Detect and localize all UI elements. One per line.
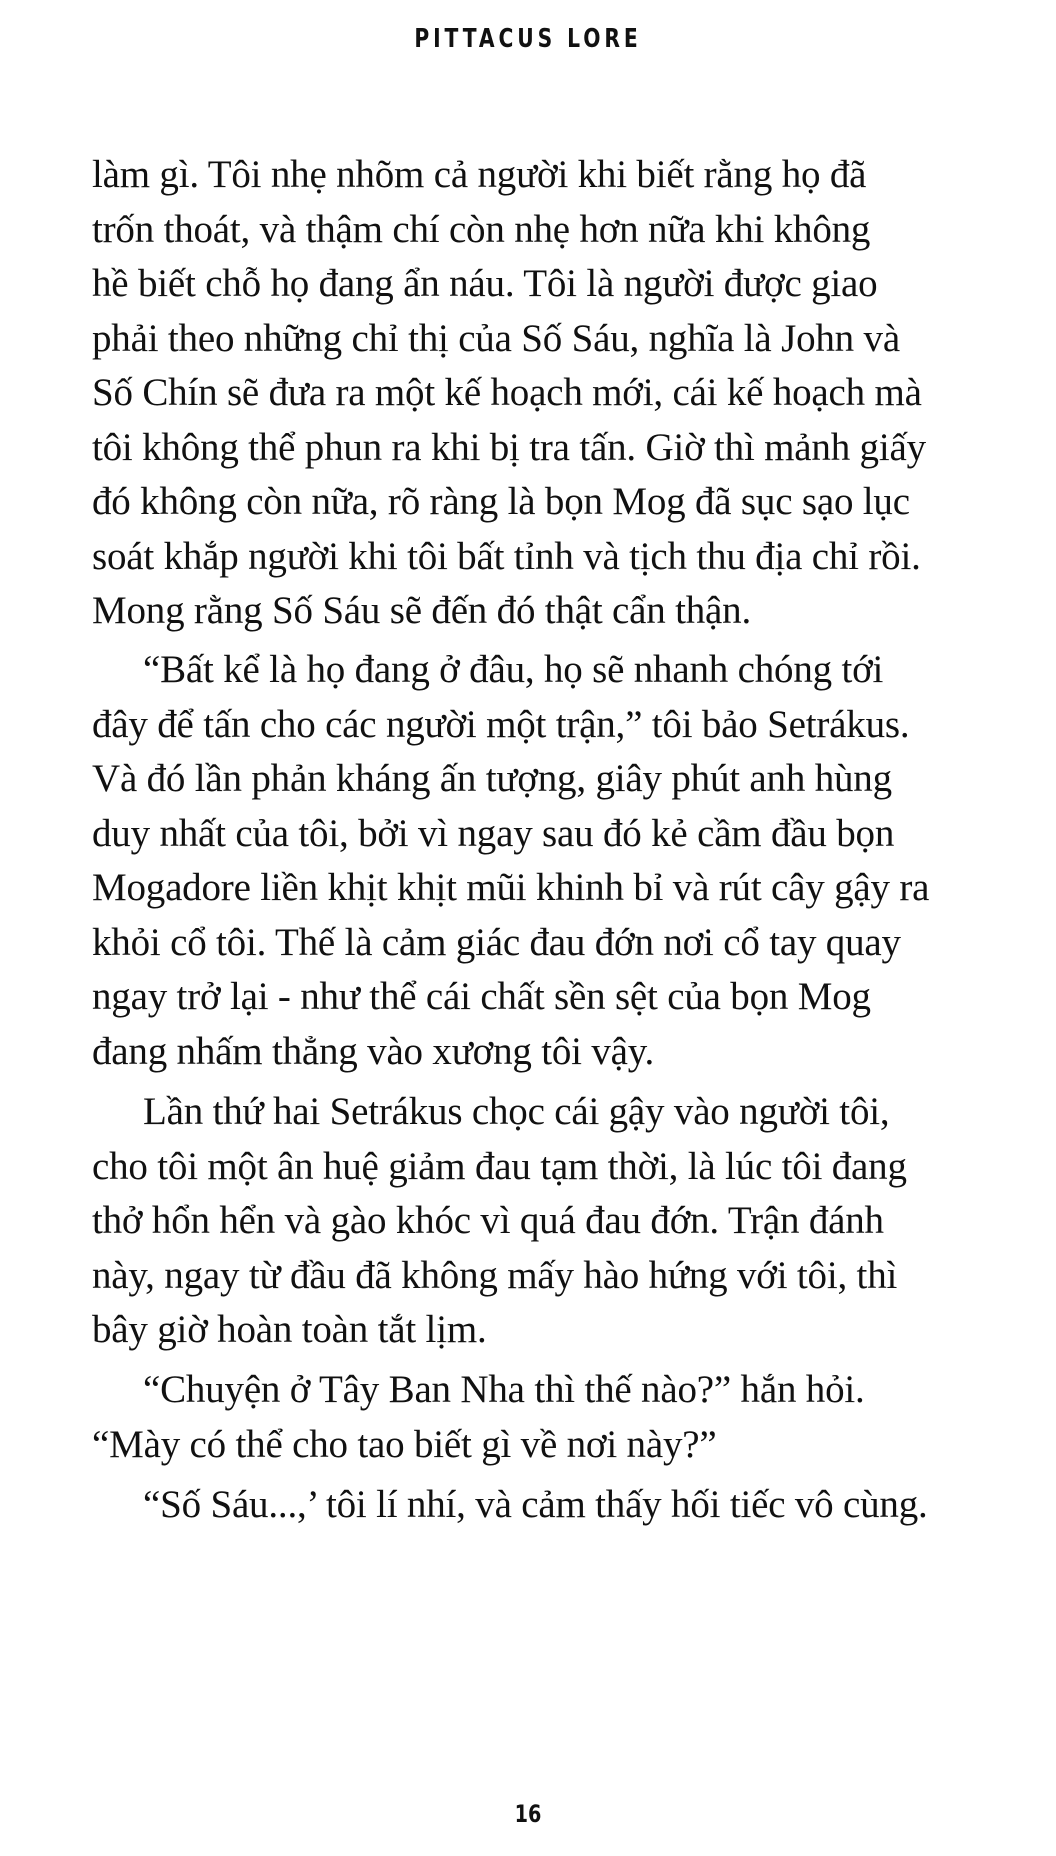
- text-line: đây để tấn cho các người một trận,” tôi bảo Setrákus.: [92, 703, 910, 746]
- text-line: bây giờ hoàn toàn tắt lịm.: [92, 1308, 487, 1351]
- paragraph-start-line: “Bất kể là họ đang ở đâu, họ sẽ nhanh chóng tới: [143, 648, 884, 691]
- text-line: duy nhất của tôi, bởi vì ngay sau đó kẻ cầm đầu bọn: [92, 812, 895, 855]
- text-line: đang nhấm thẳng vào xương tôi vậy.: [92, 1030, 655, 1073]
- text-line: “Mày có thể cho tao biết gì về nơi này?”: [92, 1423, 717, 1466]
- running-head-author: PITTACUS LORE: [414, 24, 642, 54]
- text-line: soát khắp người khi tôi bất tỉnh và tịch thu địa chỉ rồi.: [92, 535, 921, 578]
- text-line: khỏi cổ tôi. Thế là cảm giác đau đớn nơi cổ tay quay: [92, 921, 901, 964]
- text-line: Mogadore liền khịt khịt mũi khinh bỉ và rút cây gậy ra: [92, 866, 930, 909]
- paragraph-start-line: Lần thứ hai Setrákus chọc cái gậy vào người tôi,: [143, 1090, 890, 1133]
- text-line: tôi không thể phun ra khi bị tra tấn. Giờ thì mảnh giấy: [92, 426, 926, 469]
- text-line: làm gì. Tôi nhẹ nhõm cả người khi biết rằng họ đã: [92, 153, 867, 196]
- text-line: này, ngay từ đầu đã không mấy hào hứng với tôi, thì: [92, 1254, 898, 1297]
- paragraph-start-line: “Số Sáu...,’ tôi lí nhí, và cảm thấy hối tiếc vô cùng.: [143, 1483, 928, 1526]
- text-line: Mong rằng Số Sáu sẽ đến đó thật cẩn thận.: [92, 589, 752, 632]
- text-line: Số Chín sẽ đưa ra một kế hoạch mới, cái kế hoạch mà: [92, 371, 922, 414]
- text-line: trốn thoát, và thậm chí còn nhẹ hơn nữa khi không: [92, 208, 871, 251]
- text-line: phải theo những chỉ thị của Số Sáu, nghĩa là John và: [92, 317, 900, 360]
- text-line: ngay trở lại - như thể cái chất sền sệt của bọn Mog: [92, 975, 871, 1018]
- paragraph-start-line: “Chuyện ở Tây Ban Nha thì thế nào?” hắn hỏi.: [143, 1368, 865, 1411]
- text-line: hề biết chỗ họ đang ẩn náu. Tôi là người được giao: [92, 262, 878, 305]
- text-line: cho tôi một ân huệ giảm đau tạm thời, là lúc tôi đang: [92, 1145, 907, 1188]
- text-line: thở hổn hển và gào khóc vì quá đau đớn. Trận đánh: [92, 1199, 884, 1242]
- page-number: 16: [514, 1800, 542, 1828]
- text-line: đó không còn nữa, rõ ràng là bọn Mog đã sục sạo lục: [92, 480, 910, 523]
- text-line: Và đó lần phản kháng ấn tượng, giây phút anh hùng: [92, 757, 892, 800]
